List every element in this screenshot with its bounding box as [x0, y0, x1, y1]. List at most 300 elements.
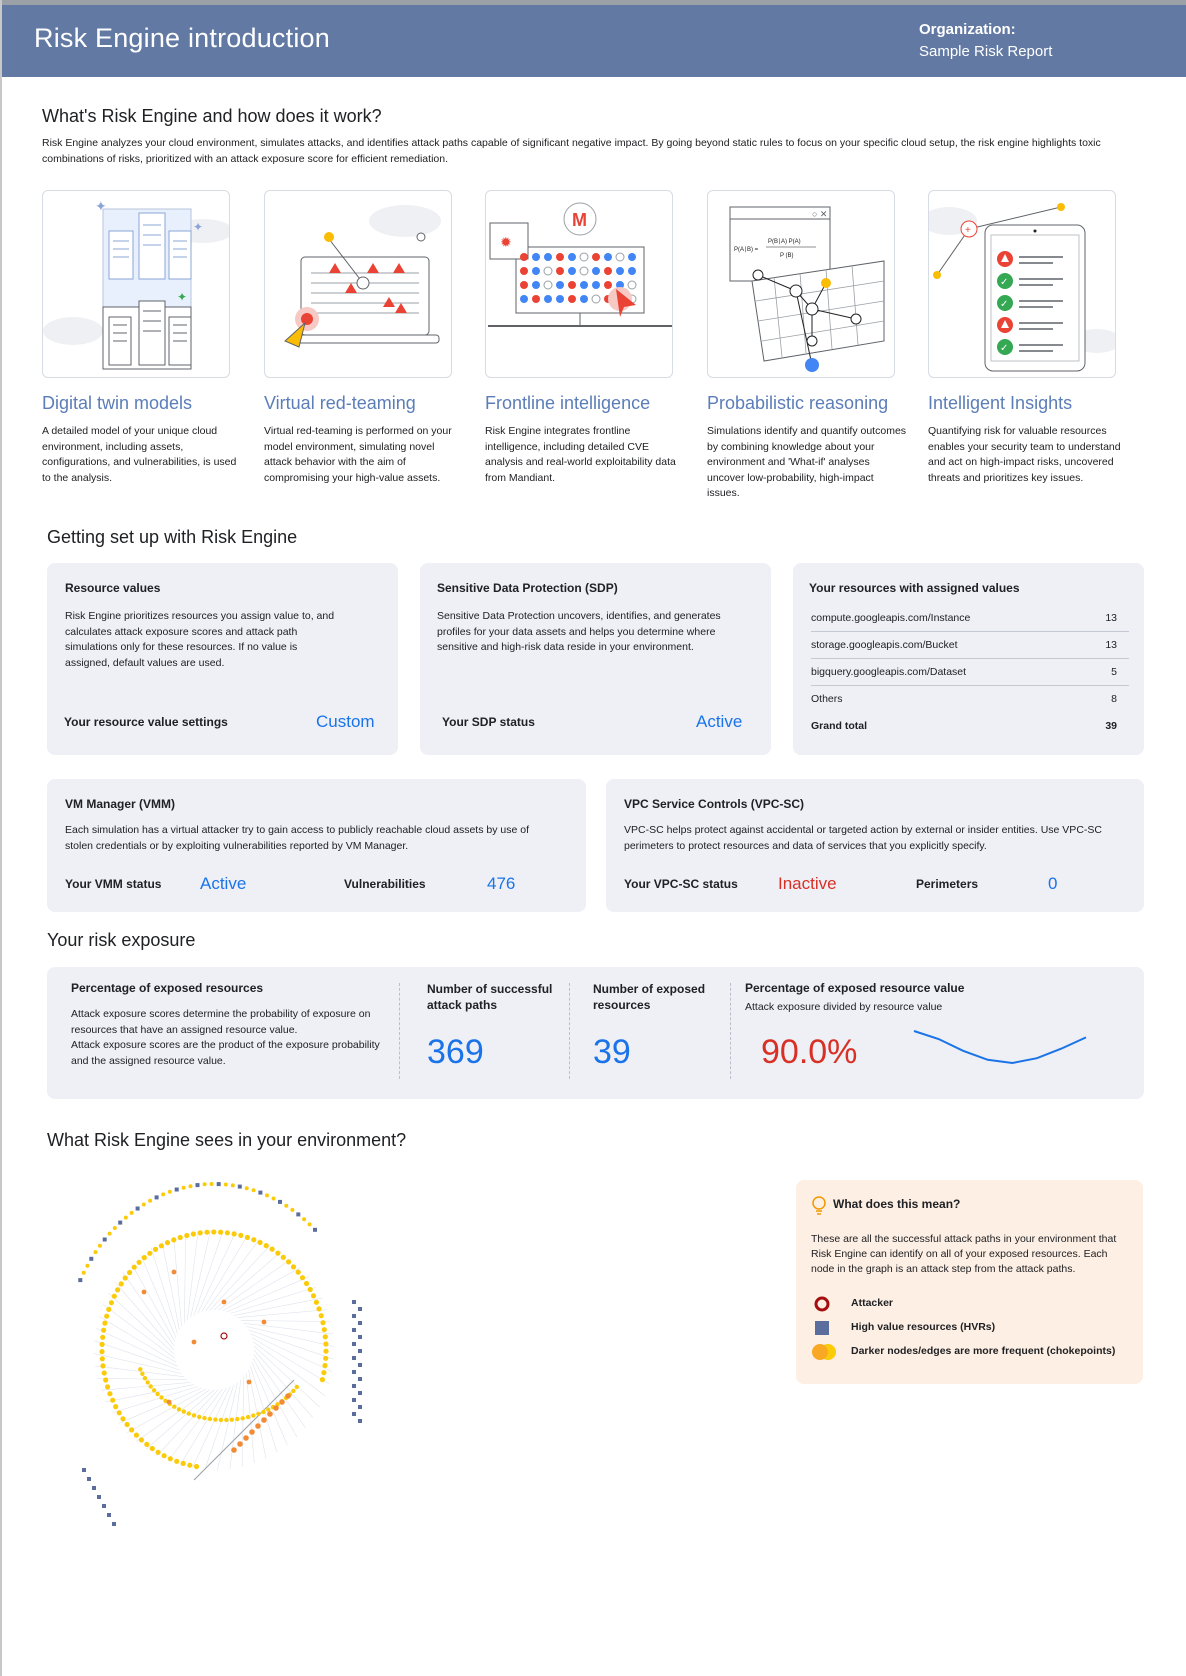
card-title: Resource values [65, 581, 161, 595]
graph-node [308, 1287, 313, 1292]
graph-node [321, 1370, 326, 1375]
graph-node [291, 1264, 296, 1269]
graph-node [266, 1407, 270, 1411]
graph-node [181, 1461, 186, 1466]
resource-count: 13 [1105, 639, 1117, 651]
graph-edges [94, 1230, 334, 1480]
graph-node [198, 1230, 203, 1235]
graph-node [125, 1422, 130, 1427]
page-left-border [0, 0, 2, 1676]
graph-node [100, 1363, 105, 1368]
graph-node [238, 1233, 243, 1238]
graph-node [300, 1275, 305, 1280]
attacker-ring-icon [813, 1295, 831, 1313]
hvr-node [358, 1377, 362, 1381]
svg-text:✓: ✓ [1000, 277, 1009, 288]
graph-node [191, 1231, 196, 1236]
graph-node [138, 1367, 142, 1371]
graph-node [143, 1376, 147, 1380]
graph-node [101, 1328, 106, 1333]
probabilistic-reasoning-illustration [707, 190, 895, 378]
graph-node [159, 1395, 163, 1399]
vpcsc-card [606, 779, 1144, 912]
column-divider [569, 983, 570, 1079]
resource-count: 5 [1111, 666, 1117, 678]
hvr-node [352, 1398, 356, 1402]
chokepoint-node [279, 1399, 285, 1405]
graph-node [256, 1412, 260, 1416]
hvr-node [238, 1185, 242, 1189]
graph-node [108, 1232, 112, 1236]
graph-node [225, 1230, 230, 1235]
grid-dot [628, 253, 636, 261]
grid-dot [556, 267, 564, 275]
grid-dot [520, 281, 528, 289]
graph-edge [198, 1232, 236, 1314]
grid-dot [568, 253, 576, 261]
vmm-status-value: Active [200, 874, 247, 893]
intelligent-insights-illustration [928, 190, 1116, 378]
grid-dot [520, 253, 528, 261]
frontline-intelligence-illustration [485, 190, 673, 378]
graph-edge [94, 1341, 179, 1370]
graph-edge [192, 1387, 230, 1469]
grand-total-label: Grand total [811, 720, 868, 732]
legend-label: High value resources (HVRs) [851, 1321, 996, 1333]
grid-dot [556, 295, 564, 303]
hvr-node [112, 1522, 116, 1526]
grid-dot [556, 281, 564, 289]
graph-node [291, 1389, 295, 1393]
setup-heading: Getting set up with Risk Engine [47, 527, 298, 547]
grid-dot [532, 295, 540, 303]
hvr-node [175, 1188, 179, 1192]
grid-dot [604, 253, 612, 261]
assigned-values-card [793, 563, 1144, 755]
graph-node [119, 1281, 124, 1286]
graph-node [149, 1384, 153, 1388]
resource-values-card [47, 563, 398, 755]
svg-text:M: M [572, 210, 587, 230]
graph-node [110, 1398, 115, 1403]
graph-node [168, 1190, 172, 1194]
graph-node [265, 1193, 269, 1197]
hvr-node [352, 1384, 356, 1388]
hvr-node [358, 1391, 362, 1395]
graph-node [115, 1287, 120, 1292]
vulnerabilities-label: Vulnerabilities [344, 877, 426, 891]
graph-node [219, 1418, 223, 1422]
feature-title: Intelligent Insights [928, 393, 1073, 413]
graph-node [322, 1363, 327, 1368]
graph-edge [101, 1382, 191, 1390]
graph-node [153, 1247, 158, 1252]
svg-text:✦: ✦ [193, 220, 204, 234]
hvr-node [296, 1212, 300, 1216]
grid-dot [580, 295, 588, 303]
graph-edge [246, 1327, 334, 1347]
graph-node [295, 1385, 299, 1389]
graph-edge [254, 1350, 313, 1418]
intro-text: Risk Engine analyzes your cloud environment, simulates attacks, and identifies attack paths capable of significant negative impact. By going beyond static rules to focus on your specific cloud setup, the risk engine highlights toxic combinations of risks, prioritized with an attack exposure score for efficient remediation. [42, 137, 1101, 165]
graph-node [100, 1342, 105, 1347]
assigned-values-table [811, 605, 1129, 740]
feature-title: Virtual red-teaming [264, 393, 416, 413]
grid-dot [568, 295, 576, 303]
exposed-resources-value: 39 [593, 1033, 631, 1071]
graph-edge [210, 1244, 271, 1310]
resource-name: bigquery.googleapis.com/Dataset [811, 666, 967, 678]
graph-node [174, 1459, 179, 1464]
intro-heading: What's Risk Engine and how does it work? [42, 106, 382, 126]
graph-node [272, 1197, 276, 1201]
graph-node [171, 1237, 176, 1242]
graph-node [142, 1255, 147, 1260]
feature-desc: Risk Engine integrates frontline intelligence, including detailed CVE analysis and real-world exploitability data from Mandiant. [485, 425, 676, 484]
graph-node [168, 1456, 173, 1461]
graph-edge [151, 1248, 177, 1334]
sparkline-path [914, 1031, 1086, 1063]
pct-value-subtitle: Attack exposure divided by resource value [745, 1001, 943, 1013]
organization-label: Organization: [919, 21, 1016, 38]
grid-dot [568, 281, 576, 289]
hvr-node [352, 1342, 356, 1346]
graph-node [197, 1415, 201, 1419]
graph-node [98, 1244, 102, 1248]
hvr-node [352, 1370, 356, 1374]
sdp-card [420, 563, 771, 755]
hvr-node [358, 1349, 362, 1353]
graph-node [156, 1450, 161, 1455]
resource-count: 8 [1111, 693, 1117, 705]
environment-heading: What Risk Engine sees in your environment? [47, 1130, 407, 1150]
grid-dot [592, 281, 600, 289]
hvr-node [103, 1238, 107, 1242]
graph-node [304, 1281, 309, 1286]
hvr-node [107, 1513, 111, 1517]
graph-edge [141, 1255, 176, 1338]
graph-node [187, 1463, 192, 1468]
graph-node [208, 1417, 212, 1421]
graph-node [213, 1417, 217, 1421]
pct-exposed-desc-2: Attack exposure scores are the product of the exposure probability and the assigned resource value. [71, 1039, 380, 1067]
hvr-node [358, 1307, 362, 1311]
resource-name: storage.googleapis.com/Bucket [811, 639, 958, 651]
chokepoint-node [243, 1435, 249, 1441]
svg-text:○ ✕: ○ ✕ [812, 209, 828, 219]
vmm-status-label: Your VMM status [65, 877, 162, 891]
attack-paths-label: Number of successful attack paths [427, 982, 553, 1012]
graph-edge [174, 1237, 182, 1327]
hvr-node [352, 1412, 356, 1416]
graph-node [194, 1464, 199, 1469]
graph-node [224, 1183, 228, 1187]
hvr-node [87, 1477, 91, 1481]
chokepoint-node [262, 1320, 267, 1325]
hvr-node [196, 1183, 200, 1187]
grid-dot [604, 281, 612, 289]
hvr-node [136, 1207, 140, 1211]
graph-node [172, 1405, 176, 1409]
hvr-node [352, 1314, 356, 1318]
organization-value: Sample Risk Report [919, 43, 1053, 60]
pct-value-number: 90.0% [761, 1033, 858, 1071]
vulnerabilities-value[interactable]: 476 [487, 874, 516, 893]
grid-dot [568, 267, 576, 275]
grid-dot [604, 267, 612, 275]
hvr-node [358, 1363, 362, 1367]
graph-edge [191, 1230, 211, 1318]
perimeters-label: Perimeters [916, 877, 979, 891]
graph-node [112, 1294, 117, 1299]
grand-total-value: 39 [1105, 720, 1117, 732]
feature-red-teaming [264, 190, 454, 486]
feature-digital-twin [42, 190, 237, 486]
report-header [2, 5, 1186, 77]
graph-node [320, 1377, 325, 1382]
table-row [811, 686, 1129, 713]
graph-edge [96, 1328, 178, 1366]
graph-node [113, 1404, 118, 1409]
lightbulb-icon [811, 1196, 827, 1216]
hvr-node [97, 1495, 101, 1499]
grid-dot [532, 281, 540, 289]
grid-dot [580, 253, 588, 261]
graph-node [290, 1208, 294, 1212]
graph-node [320, 1320, 325, 1325]
graph-node [202, 1416, 206, 1420]
graph-node [100, 1356, 105, 1361]
grid-dot [628, 281, 636, 289]
red-teaming-illustration [264, 190, 452, 378]
graph-node [142, 1203, 146, 1207]
what-does-this-mean-panel [796, 1180, 1143, 1384]
resource-name: compute.googleapis.com/Instance [811, 612, 971, 624]
chokepoint-node [231, 1447, 237, 1453]
hvr-node [118, 1221, 122, 1225]
resource-value-settings-label: Your resource value settings [64, 715, 228, 729]
graph-node [117, 1410, 122, 1415]
graph-node [107, 1391, 112, 1396]
vpcsc-status-label: Your VPC-SC status [624, 877, 738, 891]
graph-node [85, 1264, 89, 1268]
chokepoint-node [167, 1400, 172, 1405]
sdp-status-label: Your SDP status [442, 715, 535, 729]
hvr-node [102, 1504, 106, 1508]
graph-edge [234, 1298, 322, 1315]
graph-node [178, 1235, 183, 1240]
hvr-node [358, 1321, 362, 1325]
column-divider [730, 983, 731, 1079]
column-divider [399, 983, 400, 1079]
graph-node [102, 1370, 107, 1375]
hvr-node [217, 1182, 221, 1186]
graph-node [323, 1356, 328, 1361]
chokepoint-node [192, 1340, 197, 1345]
feature-frontline [485, 190, 675, 486]
graph-node [281, 1255, 286, 1260]
graph-edge [194, 1230, 223, 1315]
table-row [811, 659, 1129, 686]
graph-node [177, 1407, 181, 1411]
graph-node [109, 1300, 114, 1305]
graph-edge [119, 1388, 202, 1423]
chokepoint-node [247, 1380, 252, 1385]
card-desc: Sensitive Data Protection uncovers, identifies, and generates profiles for your data assets and helps you determine where sensitive and high-risk data reside in your environment. [437, 610, 721, 653]
graph-node [224, 1418, 228, 1422]
grid-dot [532, 253, 540, 261]
graph-node [161, 1192, 165, 1196]
graph-node [252, 1188, 256, 1192]
graph-node [251, 1237, 256, 1242]
graph-node [323, 1341, 328, 1346]
graph-node [132, 1265, 137, 1270]
graph-node [94, 1250, 98, 1254]
graph-node [106, 1307, 111, 1312]
graph-edge [97, 1378, 187, 1379]
hvr-node [352, 1300, 356, 1304]
graph-node [150, 1446, 155, 1451]
graph-node [192, 1413, 196, 1417]
formula-denominator: P (B) [780, 253, 794, 259]
graph-node [264, 1243, 269, 1248]
feature-insights [928, 190, 1121, 486]
hvr-node [358, 1405, 362, 1409]
feature-desc: A detailed model of your unique cloud environment, including assets, configurations, and vulnerabilities, is used to the analysis. [42, 425, 237, 484]
graph-node [314, 1300, 319, 1305]
feature-title: Digital twin models [42, 393, 193, 413]
feature-title: Frontline intelligence [485, 393, 651, 413]
graph-edge [249, 1330, 334, 1359]
chokepoint-node [249, 1429, 255, 1435]
feature-desc: Quantifying risk for valuable resources enables your security team to understand and act on high-impact risks, uncovered threats and prioritizes key issues. [928, 425, 1121, 484]
graph-node [246, 1415, 250, 1419]
grid-dot [592, 267, 600, 275]
resource-name: Others [811, 693, 843, 705]
graph-node [123, 1275, 128, 1280]
graph-edge [238, 1310, 328, 1318]
graph-node [134, 1433, 139, 1438]
table-row [811, 632, 1129, 659]
graph-edge [226, 1277, 309, 1312]
graph-node [146, 1380, 150, 1384]
graph-node [127, 1270, 132, 1275]
graph-node [139, 1437, 144, 1442]
grid-dot [544, 281, 552, 289]
graph-edge [217, 1382, 237, 1470]
feature-desc: Simulations identify and quantify outcomes by combining knowledge about your environment and 'What-if' analyses uncover low-probability, high-impact issues. [707, 425, 907, 499]
chokepoint-dots-icon [811, 1342, 839, 1362]
graph-edge [230, 1287, 316, 1313]
card-title: VM Manager (VMM) [65, 797, 176, 811]
resource-value-settings-value[interactable]: Custom [316, 712, 375, 731]
graph-node [232, 1231, 237, 1236]
hvr-node [89, 1257, 93, 1261]
chokepoint-node [285, 1393, 291, 1399]
attack-path-graph[interactable] [74, 1172, 394, 1528]
graph-node [302, 1217, 306, 1221]
graph-edge [251, 1334, 333, 1372]
grid-dot [544, 295, 552, 303]
graph-node [275, 1251, 280, 1256]
graph-node [311, 1293, 316, 1298]
grid-dot [580, 267, 588, 275]
digital-twin-illustration [42, 190, 230, 378]
graph-node [137, 1260, 142, 1265]
graph-node [286, 1259, 291, 1264]
graph-node [210, 1182, 214, 1186]
graph-node [120, 1416, 125, 1421]
hvr-node [358, 1419, 362, 1423]
vmm-card [47, 779, 586, 912]
graph-edge [108, 1293, 174, 1354]
exposure-sparkline [910, 1027, 1094, 1071]
graph-node [203, 1182, 207, 1186]
graph-edge [242, 1377, 243, 1467]
formula-numerator: P(B∣A) P(A) [768, 239, 801, 245]
grid-dot [544, 253, 552, 261]
legend-label: Attacker [851, 1297, 894, 1309]
graph-node [113, 1226, 117, 1230]
graph-node [140, 1372, 144, 1376]
svg-text:✓: ✓ [1000, 343, 1009, 354]
table-total-row [811, 713, 1129, 740]
graph-edge [194, 1380, 294, 1480]
graph-node [147, 1251, 152, 1256]
svg-text:✦: ✦ [95, 198, 107, 214]
hvr-node [92, 1486, 96, 1490]
hvr-node [78, 1278, 82, 1282]
card-desc: Risk Engine prioritizes resources you assign value to, and calculates attack exposure scores and attack path simulations only for these resources. If no value is assigned, default values are used. [65, 610, 335, 669]
feature-desc: Virtual red-teaming is performed on your model environment, simulating novel attack behavior with the aim of compromising your high-value assets. [264, 425, 452, 484]
graph-node [105, 1384, 110, 1389]
graph-edge [94, 1353, 182, 1373]
graph-node [270, 1247, 275, 1252]
graph-node [251, 1413, 255, 1417]
graph-node [323, 1349, 328, 1354]
hvr-node [82, 1468, 86, 1472]
graph-node [235, 1417, 239, 1421]
card-title: Sensitive Data Protection (SDP) [437, 581, 618, 595]
graph-edge [184, 1233, 185, 1323]
graph-node [148, 1199, 152, 1203]
hvr-node [358, 1335, 362, 1339]
svg-text:+: + [965, 225, 971, 236]
grid-dot [616, 267, 624, 275]
pct-exposed-title: Percentage of exposed resources [71, 981, 264, 995]
grid-dot [544, 267, 552, 275]
graph-node [182, 1409, 186, 1413]
graph-node [322, 1327, 327, 1332]
exposure-heading: Your risk exposure [47, 930, 196, 950]
graph-edge [241, 1320, 331, 1321]
hvr-node [258, 1191, 262, 1195]
chokepoint-node [261, 1417, 267, 1423]
graph-node [308, 1222, 312, 1226]
chokepoint-node [273, 1405, 279, 1411]
svg-text:✓: ✓ [1000, 299, 1009, 310]
vpcsc-status-value: Inactive [778, 874, 837, 893]
grid-dot [520, 267, 528, 275]
resource-count: 13 [1105, 612, 1117, 624]
graph-node [245, 1235, 250, 1240]
hvr-square-icon [813, 1319, 831, 1337]
pct-value-title: Percentage of exposed resource value [745, 981, 965, 995]
graph-node [104, 1314, 109, 1319]
graph-node [261, 1410, 265, 1414]
hvr-node [352, 1328, 356, 1332]
graph-node [211, 1229, 216, 1234]
